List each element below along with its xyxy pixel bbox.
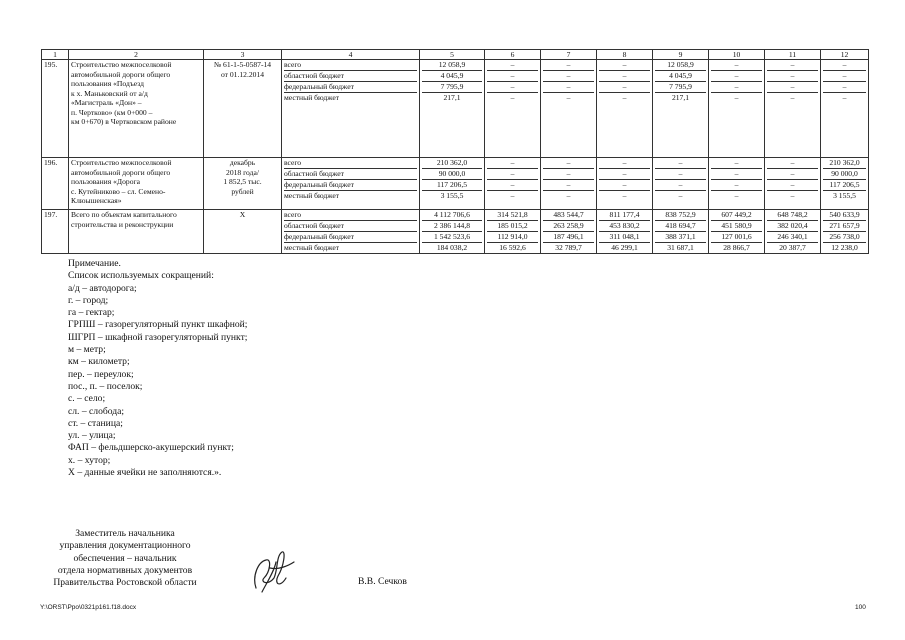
value-cell: – xyxy=(487,82,538,93)
value-cell: 3 155,5 xyxy=(833,191,856,200)
value-cell: 12 058,9 xyxy=(655,60,706,71)
abbreviations-note xyxy=(68,258,247,479)
funding-source-label: местный бюджет xyxy=(284,93,340,102)
value-cell: 418 694,7 xyxy=(655,221,706,232)
funding-source-label: всего xyxy=(284,60,417,71)
value-column xyxy=(420,158,485,210)
signer-position xyxy=(40,528,210,589)
value-cell: 112 914,0 xyxy=(487,232,538,243)
value-cell: 217,1 xyxy=(443,93,461,102)
value-cell: – xyxy=(734,191,739,200)
value-cell: – xyxy=(823,71,866,82)
value-column xyxy=(821,210,869,254)
funding-source-label: областной бюджет xyxy=(284,71,417,82)
value-cell: – xyxy=(543,82,594,93)
value-cell: – xyxy=(711,82,762,93)
page-number: 100 xyxy=(855,604,866,611)
value-cell: – xyxy=(734,93,739,102)
handwritten-signature xyxy=(248,548,296,594)
signer-position-line: Заместитель начальника xyxy=(75,528,175,539)
value-column xyxy=(765,60,821,158)
value-column xyxy=(709,158,765,210)
header-cell: 6 xyxy=(485,50,541,60)
value-cell: 28 866,7 xyxy=(723,243,750,252)
value-cell: 451 580,9 xyxy=(711,221,762,232)
note-line: км – километр; xyxy=(68,356,130,368)
value-cell: 263 258,9 xyxy=(543,221,594,232)
value-cell: 20 387,7 xyxy=(779,243,806,252)
value-cell: 217,1 xyxy=(671,93,690,102)
value-column xyxy=(821,60,869,158)
object-name: Строительство межпоселковой автомобильной дороги общего пользования «Подъезд к х. Маньковский от а/д «Магистраль «Дон» – п. Чертково» (км 0+000 – км 0+670) в Чертковском районе xyxy=(69,60,204,158)
header-cell: 1 xyxy=(42,50,69,60)
funding-source-label: областной бюджет xyxy=(284,169,417,180)
value-column xyxy=(653,158,709,210)
value-cell: – xyxy=(599,82,650,93)
value-column xyxy=(821,158,869,210)
value-cell: 31 687,1 xyxy=(667,243,694,252)
value-column xyxy=(597,158,653,210)
header-cell: 12 xyxy=(821,50,869,60)
value-cell: 210 362,0 xyxy=(823,158,866,169)
value-cell: 2 386 144,8 xyxy=(422,221,482,232)
value-cell: 7 795,9 xyxy=(422,82,482,93)
table-row xyxy=(42,158,869,210)
note-line: м – метр; xyxy=(68,344,106,356)
value-cell: 210 362,0 xyxy=(422,158,482,169)
file-path: Y:\ORST\Ppo\0321p161.f18.docx xyxy=(40,604,137,611)
value-cell: – xyxy=(510,191,515,200)
funding-source-label: местный бюджет xyxy=(284,191,340,200)
value-cell: – xyxy=(543,180,594,191)
value-column xyxy=(541,60,597,158)
value-cell: 314 521,8 xyxy=(487,210,538,221)
signer-position-line: управления документационного xyxy=(59,540,191,552)
value-cell: – xyxy=(767,71,818,82)
value-cell: 311 048,1 xyxy=(599,232,650,243)
value-cell: 1 542 523,6 xyxy=(422,232,482,243)
value-cell: – xyxy=(599,158,650,169)
value-cell: 12 238,0 xyxy=(831,243,858,252)
value-cell: – xyxy=(790,93,795,102)
note-line: га – гектар; xyxy=(68,307,115,319)
note-line: ст. – станица; xyxy=(68,417,123,429)
value-column xyxy=(653,60,709,158)
value-cell: – xyxy=(622,191,627,200)
funding-source-label: областной бюджет xyxy=(284,221,417,232)
value-cell: 90 000,0 xyxy=(422,169,482,180)
value-column xyxy=(765,158,821,210)
value-cell: 607 449,2 xyxy=(711,210,762,221)
value-cell: 4 112 706,6 xyxy=(422,210,482,221)
note-line: ул. – улица; xyxy=(68,430,116,442)
value-cell: – xyxy=(767,82,818,93)
value-cell: 3 155,5 xyxy=(440,191,464,200)
value-cell: 246 340,1 xyxy=(767,232,818,243)
header-cell: 4 xyxy=(282,50,420,60)
funding-source-label: федеральный бюджет xyxy=(284,82,417,93)
header-cell: 9 xyxy=(653,50,709,60)
value-cell: 4 045,9 xyxy=(655,71,706,82)
value-column xyxy=(653,210,709,254)
value-column xyxy=(541,158,597,210)
note-line: Список используемых сокращений: xyxy=(68,270,214,282)
table-row xyxy=(42,210,869,254)
value-cell: 453 830,2 xyxy=(599,221,650,232)
value-column xyxy=(485,158,541,210)
document-info: Х xyxy=(204,210,282,254)
value-cell: – xyxy=(767,158,818,169)
document-info: № 61-1-5-0587-14 от 01.12.2014 xyxy=(204,60,282,158)
value-cell: – xyxy=(599,180,650,191)
funding-source-label: местный бюджет xyxy=(284,243,340,252)
value-column xyxy=(597,210,653,254)
value-cell: 811 177,4 xyxy=(599,210,650,221)
value-cell: 12 058,9 xyxy=(422,60,482,71)
table-row xyxy=(42,60,869,158)
value-cell: – xyxy=(599,60,650,71)
signer-name: В.В. Сечков xyxy=(358,576,407,587)
value-cell: 185 015,2 xyxy=(487,221,538,232)
note-line: г. – город; xyxy=(68,294,109,306)
value-cell: 7 795,9 xyxy=(655,82,706,93)
value-column xyxy=(485,210,541,254)
value-cell: – xyxy=(767,169,818,180)
note-line: ГРПШ – газорегуляторный пункт шкафной; xyxy=(68,319,248,331)
value-cell: – xyxy=(510,93,515,102)
value-column xyxy=(541,210,597,254)
value-cell: – xyxy=(487,158,538,169)
value-column xyxy=(420,60,485,158)
header-cell: 7 xyxy=(541,50,597,60)
value-cell: – xyxy=(842,93,847,102)
header-cell: 10 xyxy=(709,50,765,60)
value-cell: – xyxy=(655,169,706,180)
value-column xyxy=(420,210,485,254)
value-cell: – xyxy=(711,180,762,191)
funding-sources xyxy=(282,158,420,210)
value-cell: – xyxy=(543,60,594,71)
value-cell: 648 748,2 xyxy=(767,210,818,221)
value-cell: – xyxy=(767,60,818,71)
funding-source-label: федеральный бюджет xyxy=(284,180,417,191)
value-cell: – xyxy=(487,60,538,71)
header-cell: 8 xyxy=(597,50,653,60)
note-line: х. – хутор; xyxy=(68,454,111,466)
value-cell: – xyxy=(711,158,762,169)
value-cell: – xyxy=(487,169,538,180)
value-cell: – xyxy=(566,93,571,102)
value-cell: – xyxy=(599,71,650,82)
value-column xyxy=(485,60,541,158)
value-cell: – xyxy=(823,82,866,93)
value-column xyxy=(709,60,765,158)
value-cell: 90 000,0 xyxy=(823,169,866,180)
table-header-row xyxy=(42,50,869,60)
value-column xyxy=(597,60,653,158)
row-number: 197. xyxy=(42,210,69,254)
value-cell: – xyxy=(543,158,594,169)
value-cell: 483 544,7 xyxy=(543,210,594,221)
value-cell: – xyxy=(622,93,627,102)
note-line: а/д – автодорога; xyxy=(68,282,137,294)
value-cell: – xyxy=(543,169,594,180)
value-column xyxy=(765,210,821,254)
value-cell: – xyxy=(711,60,762,71)
header-cell: 3 xyxy=(204,50,282,60)
row-number: 196. xyxy=(42,158,69,210)
note-line: ФАП – фельдшерско-акушерский пункт; xyxy=(68,442,234,454)
note-line: пер. – переулок; xyxy=(68,368,134,380)
header-cell: 2 xyxy=(69,50,204,60)
funding-source-label: всего xyxy=(284,210,417,221)
value-cell: 187 496,1 xyxy=(543,232,594,243)
value-cell: – xyxy=(487,180,538,191)
value-cell: – xyxy=(678,191,683,200)
document-info: декабрь 2018 года/ 1 852,5 тыс. рублей xyxy=(204,158,282,210)
funding-sources xyxy=(282,60,420,158)
funding-sources xyxy=(282,210,420,254)
value-cell: – xyxy=(823,60,866,71)
value-cell: 117 206,5 xyxy=(823,180,866,191)
header-cell: 5 xyxy=(420,50,485,60)
value-cell: – xyxy=(711,71,762,82)
note-line: ШГРП – шкафной газорегуляторный пункт; xyxy=(68,331,248,343)
value-cell: – xyxy=(767,180,818,191)
funding-source-label: федеральный бюджет xyxy=(284,232,417,243)
value-cell: 838 752,9 xyxy=(655,210,706,221)
signer-position-line: обеспечения – начальник xyxy=(73,552,177,564)
value-cell: – xyxy=(655,158,706,169)
value-cell: 46 299,1 xyxy=(611,243,638,252)
value-cell: 540 633,9 xyxy=(823,210,866,221)
value-cell: – xyxy=(711,169,762,180)
row-number: 195. xyxy=(42,60,69,158)
note-line: Х – данные ячейки не заполняются.». xyxy=(68,467,222,479)
object-name: Всего по объектам капитального строительства и реконструкции xyxy=(69,210,204,254)
note-line: с. – село; xyxy=(68,393,106,405)
funding-source-label: всего xyxy=(284,158,417,169)
value-cell: – xyxy=(599,169,650,180)
value-cell: 4 045,9 xyxy=(422,71,482,82)
value-column xyxy=(709,210,765,254)
note-heading: Примечание. xyxy=(68,258,121,269)
note-line: сл. – слобода; xyxy=(68,405,125,417)
budget-table xyxy=(41,49,869,254)
note-line: пос., п. – поселок; xyxy=(68,380,143,392)
value-cell: 382 020,4 xyxy=(767,221,818,232)
value-cell: – xyxy=(655,180,706,191)
value-cell: – xyxy=(543,71,594,82)
value-cell: 388 371,1 xyxy=(655,232,706,243)
value-cell: 32 789,7 xyxy=(555,243,582,252)
value-cell: 256 738,0 xyxy=(823,232,866,243)
value-cell: 127 001,6 xyxy=(711,232,762,243)
value-cell: 117 206,5 xyxy=(422,180,482,191)
value-cell: – xyxy=(487,71,538,82)
value-cell: 271 657,9 xyxy=(823,221,866,232)
value-cell: 16 592,6 xyxy=(499,243,526,252)
value-cell: – xyxy=(790,191,795,200)
signer-position-line: Правительства Ростовской области xyxy=(53,577,197,589)
object-name: Строительство межпоселковой автомобильной дороги общего пользования «Дорога с. Кутейниково – сл. Семено- Клюышенская» xyxy=(69,158,204,210)
signer-position-line: отдела нормативных документов xyxy=(57,564,193,576)
value-cell: 184 038,2 xyxy=(436,243,468,252)
header-cell: 11 xyxy=(765,50,821,60)
value-cell: – xyxy=(566,191,571,200)
